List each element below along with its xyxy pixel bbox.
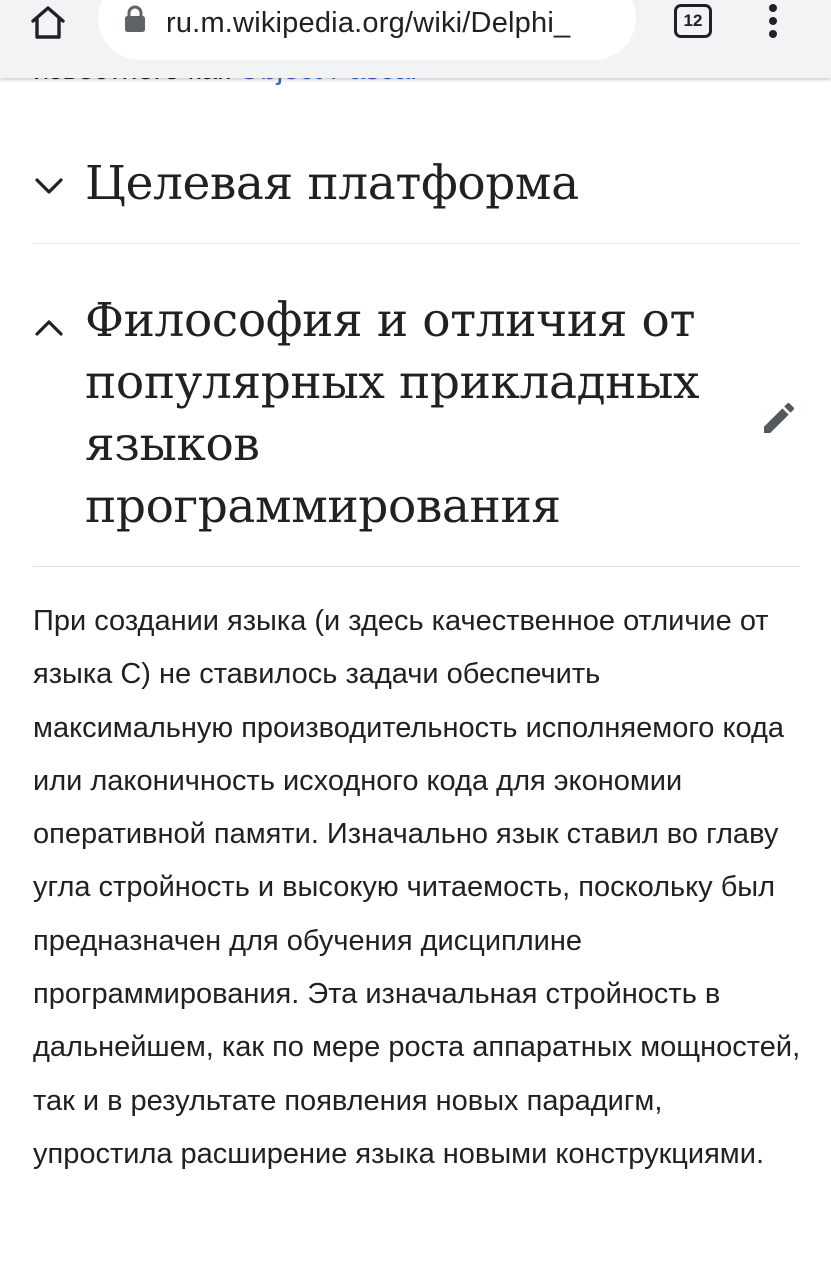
- home-button[interactable]: [26, 0, 70, 44]
- more-vert-icon[interactable]: [758, 2, 788, 42]
- section-title: Философия и отличия от популярных прикладных языков программирования: [85, 293, 700, 534]
- url-text[interactable]: ru.m.wikipedia.org/wiki/Delphi_: [166, 7, 571, 39]
- home-icon: [29, 4, 67, 40]
- address-bar[interactable]: [98, 0, 636, 60]
- browser-toolbar: [0, 0, 831, 78]
- tab-switcher-button[interactable]: 12: [674, 4, 712, 38]
- chevron-down-icon: [33, 176, 65, 196]
- section-paragraph: При создании языка (и здесь качественное отличие от языка C) не ставилось задачи обеспечить максимальную производительность исполняемого кода или лаконичность исходного кода для экономии оперативной памяти. Изначально язык ставил во главу угла стройность и высокую читаемость, поскольку был предназначен для обучения дисциплине программирования. Эта изначальная стройность в дальнейшем, как по мере роста аппаратных мощностей, так и в результате появления новых парадигм, упростила расширение языка новыми конструкциями.: [33, 605, 801, 1170]
- section-title: Целевая платформа: [85, 156, 579, 211]
- chevron-up-icon: [33, 318, 65, 338]
- section-heading-target-platform[interactable]: [33, 148, 800, 244]
- section-heading-philosophy[interactable]: [33, 292, 800, 567]
- edit-pencil-icon[interactable]: [759, 398, 799, 438]
- lock-icon: [122, 4, 148, 34]
